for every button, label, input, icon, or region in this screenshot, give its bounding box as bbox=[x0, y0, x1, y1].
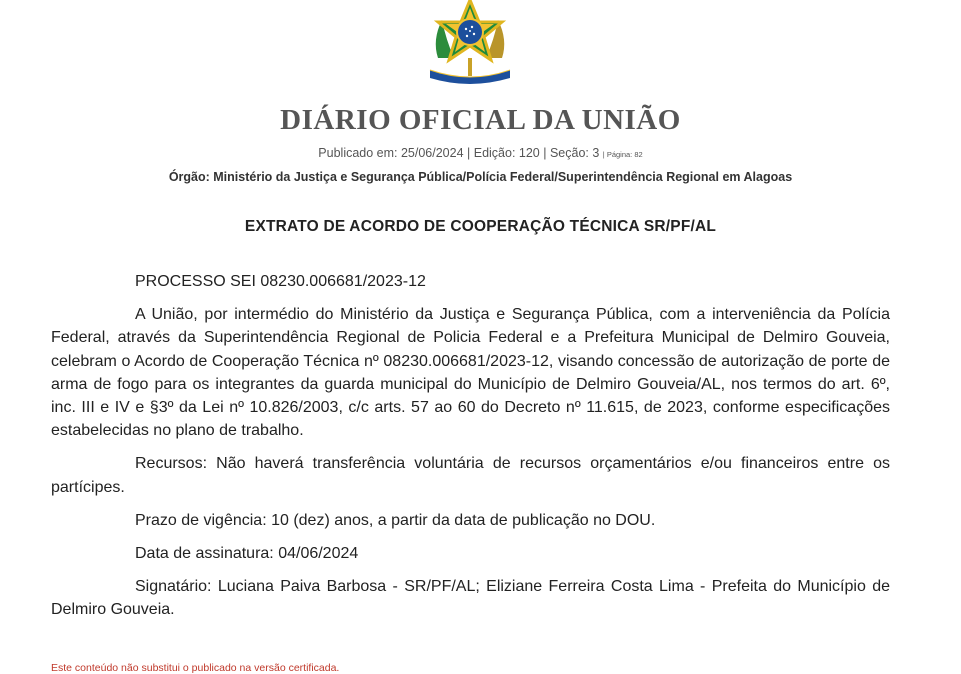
document-title: EXTRATO DE ACORDO DE COOPERAÇÃO TÉCNICA SR/PF/AL bbox=[244, 218, 717, 235]
publication-details: Publicado em: 25/06/2024 | Edição: 120 | Seção: 3 bbox=[318, 146, 600, 160]
validity-paragraph: Prazo de vigência: 10 (dez) anos, a partir da data de publicação no DOU. bbox=[135, 511, 656, 529]
publication-info bbox=[0, 146, 961, 160]
organ-line: Órgão: Ministério da Justiça e Segurança Pública/Polícia Federal/Superintendência Regional em Alagoas bbox=[168, 170, 793, 184]
agreement-paragraph: A União, por intermédio do Ministério da Justiça e Segurança Pública, com a interveniência da Polícia Federal, através da Superintendência Regional de Policia Federal e a Prefeitura Municipal de Delmiro Gouveia, celebram o Acordo de Cooperação Técnica nº 08230.006681/2023-12, visando concessão de autorização de porte de arma de fogo para os integrantes da guarda municipal do Município de Delmiro Gouveia/AL, nos termos do art. 6º, inc. III e IV e §3º da Lei nº 10.826/2003, c/c arts. 57 ao 60 do Decreto nº 11.615, de 2023, conforme especificações estabelecidas no plano de trabalho. bbox=[51, 306, 890, 440]
certified-version-disclaimer: Este conteúdo não substitui o publicado na versão certificada. bbox=[51, 662, 340, 674]
resources-paragraph: Recursos: Não haverá transferência voluntária de recursos orçamentários e/ou financeiros entre os partícipes. bbox=[51, 455, 890, 496]
brazil-coat-of-arms-icon bbox=[424, 0, 516, 86]
signatory-paragraph: Signatário: Luciana Paiva Barbosa - SR/PF/AL; Eliziane Ferreira Costa Lima - Prefeita do Município de Delmiro Gouveia. bbox=[51, 578, 890, 619]
gazette-title: DIÁRIO OFICIAL DA UNIÃO bbox=[280, 104, 681, 136]
page-number: | Página: 82 bbox=[602, 150, 643, 159]
document-body bbox=[51, 270, 890, 632]
process-number: PROCESSO SEI 08230.006681/2023-12 bbox=[135, 273, 426, 290]
signature-date-paragraph: Data de assinatura: 04/06/2024 bbox=[135, 545, 359, 563]
